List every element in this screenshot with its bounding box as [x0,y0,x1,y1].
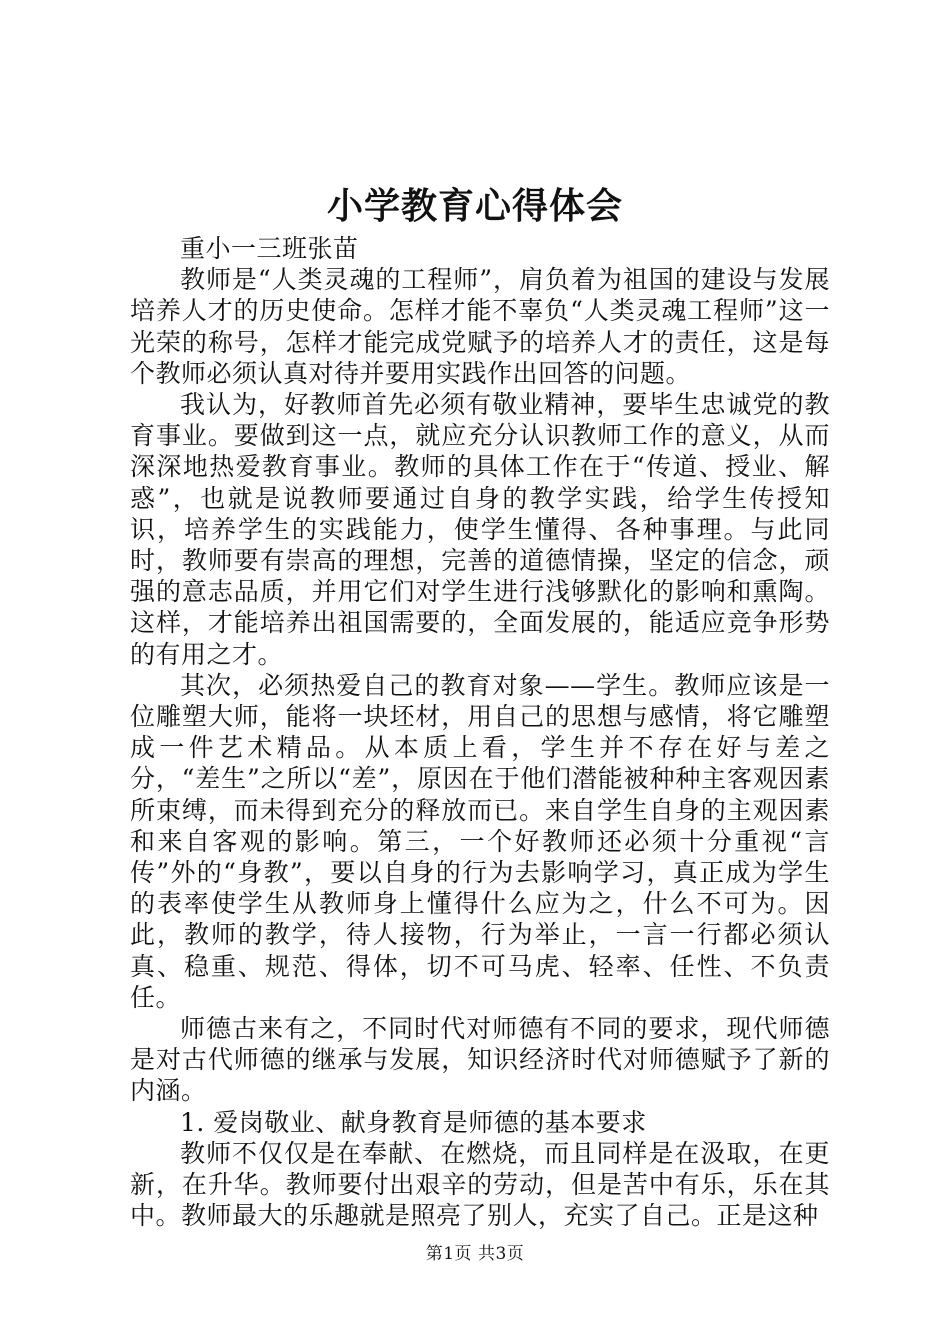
paragraph: 师德古来有之，不同时代对师德有不同的要求，现代师德是对古代师德的继承与发展，知识经济时代对师德赋予了新的内涵。 [130,1014,830,1106]
paragraph: 教师是“人类灵魂的工程师”，肩负着为祖国的建设与发展培养人才的历史使命。怎样才能不辜负“人类灵魂工程师”这一光荣的称号，怎样才能完成党赋予的培养人才的责任，这是每个教师必须认真对待并要用实践作出回答的问题。 [130,265,830,388]
paragraph: 教师不仅仅是在奉献、在燃烧，而且同样是在汲取，在更新，在升华。教师要付出艰辛的劳动，但是苦中有乐，乐在其中。教师最大的乐趣就是照亮了别人，充实了自己。正是这种 [130,1138,830,1231]
page-footer: 第1页 共3页 [425,1244,525,1264]
document-body [130,233,830,1232]
paragraph: 我认为，好教师首先必须有敬业精神，要毕生忠诚党的教育事业。要做到这一点，就应充分认识教师工作的意义，从而深深地热爱教育事业。教师的具体工作在于“传道、授业、解惑”，也就是说教师要通过自身的教学实践，给学生传授知识，培养学生的实践能力，使学生懂得、各种事理。与此同时，教师要有崇高的理想，完善的道德情操，坚定的信念，顽强的意志品质，并用它们对学生进行浅够默化的影响和熏陶。这样，才能培养出祖国需要的，全面发展的，能适应竞争形势的有用之才。 [130,390,830,669]
paragraph: 其次，必须热爱自己的教育对象——学生。教师应该是一位雕塑大师，能将一块坯材，用自己的思想与感情，将它雕塑成一件艺术精品。从本质上看，学生并不存在好与差之分，“差生”之所以“差”，原因在于他们潜能被种种主客观因素所束缚，而未得到充分的释放而已。来自学生自身的主观因素和来自客观的影响。第三，一个好教师还必须十分重视“言传”外的“身教”，要以自身的行为去影响学习，真正成为学生的表率使学生从教师身上懂得什么应为之，什么不可为。因此，教师的教学，待人接物，行为举止，一言一行都必须认真、稳重、规范、得体，切不可马虎、轻率、任性、不负责任。 [130,670,830,1012]
section-heading: 1. 爱岗敬业、献身教育是师德的基本要求 [180,1107,647,1137]
author-line: 重小一三班张苗 [180,234,359,263]
document-title: 小学教育心得体会 [326,185,623,227]
